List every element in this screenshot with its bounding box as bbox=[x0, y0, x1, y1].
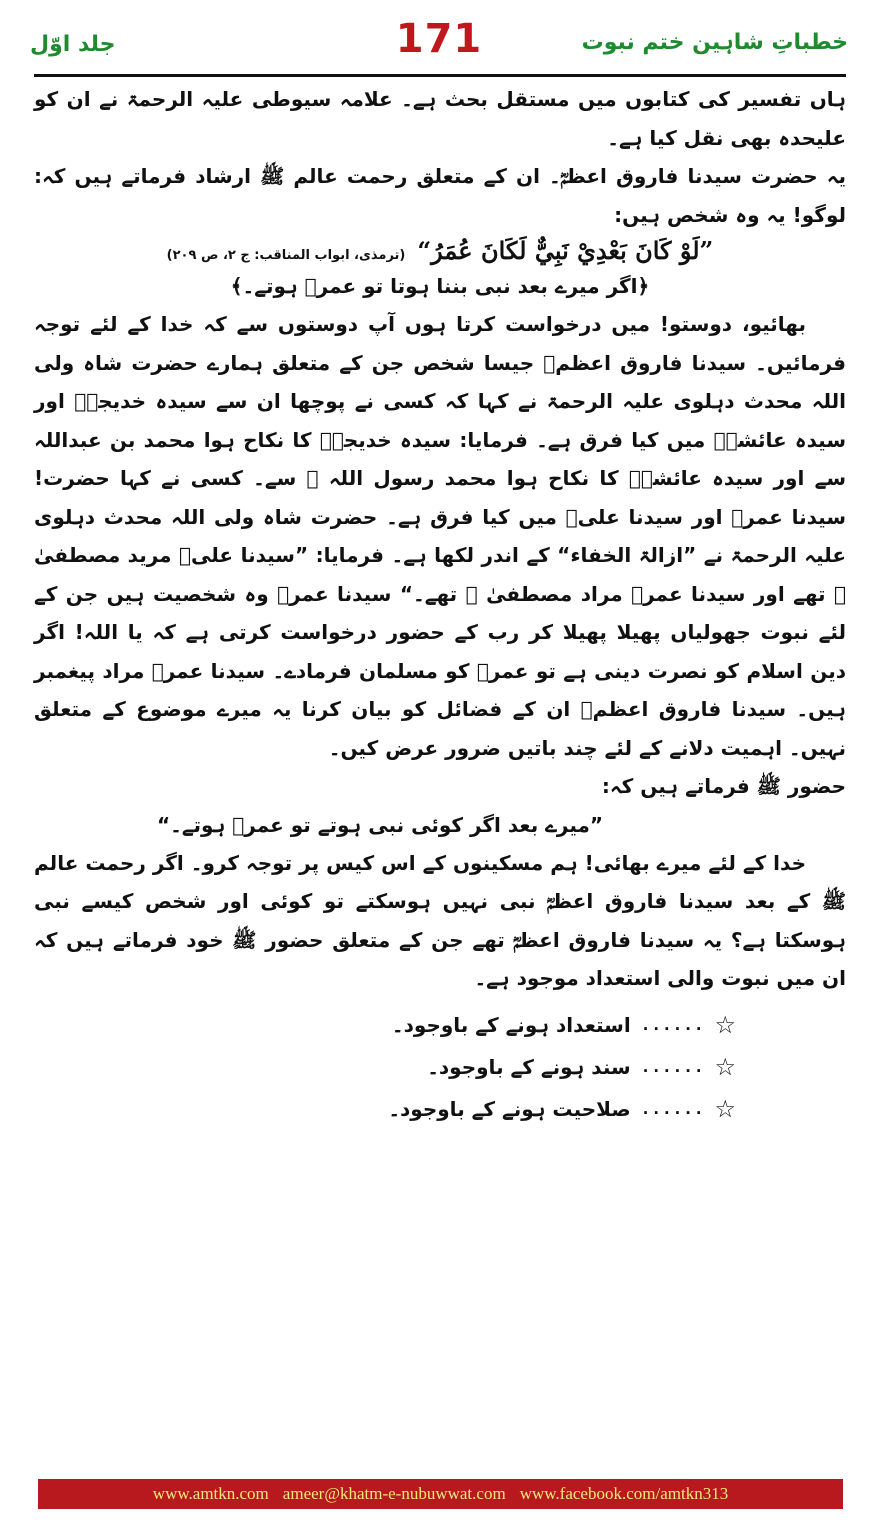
paragraph-4: حضور ﷺ فرماتے ہیں کہ: bbox=[601, 774, 846, 798]
paragraph-1: ہاں تفسیر کی کتابوں میں مستقل بحث ہے۔ علامہ سیوطی علیہ الرحمۃ نے ان کو علیحدہ بھی نقل کیا ہے۔ bbox=[34, 87, 846, 150]
page-body bbox=[34, 80, 846, 1130]
bullet-list bbox=[34, 1004, 846, 1130]
page-footer bbox=[38, 1479, 843, 1509]
list-item bbox=[34, 1046, 736, 1088]
website-link[interactable]: www.amtkn.com bbox=[152, 1484, 269, 1503]
volume-label: جلد اوّل bbox=[30, 32, 116, 57]
star-icon: ☆ bbox=[714, 1052, 736, 1081]
page-header bbox=[30, 16, 848, 68]
list-item bbox=[34, 1088, 736, 1130]
page-number: 171 bbox=[395, 16, 483, 62]
paragraph-5: خدا کے لئے میرے بھائی! ہم مسکینوں کے اس کیس پر توجہ کرو۔ اگر رحمت عالم ﷺ کے بعد سیدنا فاروق اعظمؓ نبی نہیں ہوسکتے تو کوئی اور شخص کیسے نبی ہوسکتا ہے؟ یہ سیدنا فاروق اعظمؓ تھے جن کے متعلق حضور ﷺ خود فرماتے ہیں کہ ان میں نبوت والی استعداد موجود ہے۔ bbox=[34, 850, 846, 990]
hadith-line bbox=[34, 236, 846, 265]
star-icon: ☆ bbox=[714, 1010, 736, 1039]
bullet-dots: ...... bbox=[640, 1056, 705, 1076]
bullet-dots: ...... bbox=[640, 1098, 705, 1118]
paragraph-3: بھائیو، دوستو! میں درخواست کرتا ہوں آپ دوستوں سے کہ خدا کے لئے توجہ فرمائیں۔ سیدنا فاروق اعظمؓ جیسا شخص جن کے متعلق ہمارے حضرت شاہ ولی اللہ محدث دہلوی علیہ الرحمۃ نے کہا کہ کسی نے پوچھا ان سے سیدہ خدیجہؓ اور سیدہ عائشہؓ میں کیا فرق ہے۔ فرمایا: سیدہ خدیجہؓ کا نکاح ہوا محمد بن عبداللہ سے اور سیدہ عائشہؓ کا نکاح ہوا محمد رسول اللہ ﷺ سے۔ کسی نے کہا حضرت! سیدنا عمرؓ اور سیدنا علیؓ میں کیا فرق ہے۔ حضرت شاہ ولی اللہ محدث دہلوی علیہ الرحمۃ نے ”ازالۃ الخفاء“ کے اندر لکھا ہے۔ فرمایا: ”سیدنا علیؓ مرید مصطفیٰ ﷺ تھے اور سیدنا عمرؓ مراد مصطفیٰ ﷺ تھے۔“ سیدنا عمرؓ وہ شخصیت ہیں جن کے لئے نبوت جھولیاں پھیلا پھیلا کر رب کے حضور درخواست کرتی ہے کہ یا اللہ! اگر دین اسلام کو نصرت دینی ہے تو عمرؓ کو مسلمان فرمادے۔ سیدنا عمرؓ مراد پیغمبر ہیں۔ سیدنا فاروق اعظمؓ ان کے فضائل کو بیان کرنا یہ میرے موضوع کے متعلق نہیں۔ اہمیت دلانے کے لئے چند باتیں ضرور عرض کیں۔ bbox=[34, 312, 847, 760]
email-link[interactable]: ameer@khatm-e-nubuwwat.com bbox=[282, 1484, 506, 1503]
arabic-hadith: ”لَوْ كَانَ بَعْدِيْ نَبِيٌّ لَكَانَ عُمَرُ“ bbox=[417, 236, 714, 265]
book-title: خطباتِ شاہین ختم نبوت bbox=[581, 30, 848, 55]
star-icon: ☆ bbox=[714, 1094, 736, 1123]
facebook-link[interactable]: www.facebook.com/amtkn313 bbox=[519, 1484, 729, 1503]
bullet-dots: ...... bbox=[640, 1014, 705, 1034]
bullet-text: استعداد ہونے کے باوجود۔ bbox=[391, 1012, 631, 1037]
bullet-text: سند ہونے کے باوجود۔ bbox=[427, 1054, 631, 1079]
quote-2: ”میرے بعد اگر کوئی نبی ہوتے تو عمرؓ ہوتے۔“ bbox=[156, 812, 604, 837]
paragraph-2: یہ حضرت سیدنا فاروق اعظمؓ۔ ان کے متعلق رحمت عالم ﷺ ارشاد فرماتے ہیں کہ: لوگو! یہ وہ شخص ہیں: bbox=[34, 164, 846, 227]
list-item bbox=[34, 1004, 736, 1046]
header-divider bbox=[34, 74, 846, 77]
hadith-translation: ﴿اگر میرے بعد نبی بننا ہوتا تو عمرؓ ہوتے۔﴾ bbox=[230, 274, 650, 298]
bullet-text: صلاحیت ہونے کے باوجود۔ bbox=[388, 1096, 631, 1121]
hadith-reference: (ترمذی، ابواب المناقب: ج ۲، ص ۲۰۹) bbox=[166, 248, 406, 263]
